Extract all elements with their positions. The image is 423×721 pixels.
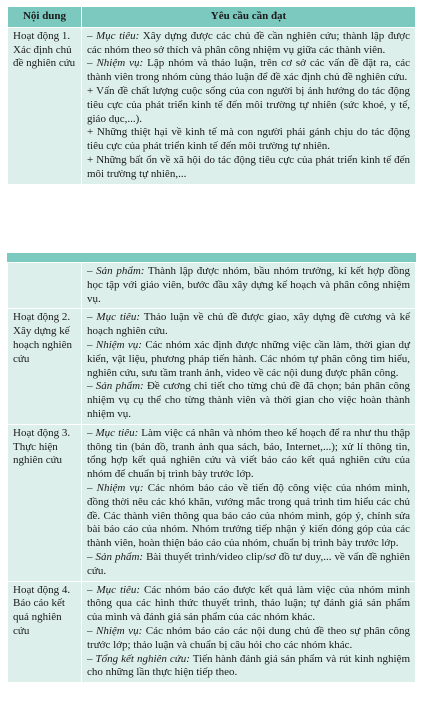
- requirement-paragraph: [87, 427, 410, 482]
- activity-requirements: [82, 309, 416, 424]
- requirement-label: – Nhiệm vụ:: [87, 338, 142, 351]
- requirement-paragraph: [87, 584, 410, 625]
- requirement-label: – Mục tiêu:: [87, 311, 141, 324]
- activity-requirements: [82, 27, 416, 184]
- requirement-label: – Nhiệm vụ:: [87, 57, 144, 70]
- requirement-label: – Nhiệm vụ:: [87, 481, 144, 494]
- requirement-text: Bài thuyết trình/video clip/sơ đồ tư duy,... về vấn đề nghiên cứu.: [87, 550, 410, 577]
- header-requirements: Yêu cầu cần đạt: [82, 7, 416, 28]
- requirement-paragraph: [87, 653, 410, 681]
- requirement-text: + Vấn đề chất lượng cuộc sống của con người bị ảnh hưởng do tác động tiêu cực của phát triển kinh tế đến môi trường tự nhiên (sức khoẻ, y tế, giáo dục,...).: [87, 84, 410, 125]
- requirement-text: Thành lập được nhóm, bầu nhóm trưởng, kí kết hợp đồng học tập với giáo viên, bước đầu xây dựng kế hoạch và phân công nhiệm vụ.: [87, 265, 411, 305]
- table-row: [8, 309, 416, 424]
- activity-name: [8, 263, 82, 309]
- requirement-paragraph: [87, 154, 410, 182]
- requirement-label: – Mục tiêu:: [87, 29, 140, 42]
- requirement-paragraph: [87, 30, 410, 58]
- requirements-table-part-1: [7, 6, 416, 185]
- header-content: Nội dung: [8, 7, 82, 28]
- requirement-text: Tiến hành đánh giá sản phẩm và rút kinh nghiệm cho những lần thực hiện tiếp theo.: [87, 652, 411, 679]
- activity-requirements: [82, 581, 416, 683]
- requirement-paragraph: [87, 482, 410, 551]
- table-row: [8, 263, 416, 309]
- activity-requirements: [82, 424, 416, 581]
- requirement-text: + Những thiệt hại về kinh tế mà con người phải gánh chịu do tác động tiêu cực của phát triển kinh tế đến môi trường tự nhiên.: [87, 126, 410, 153]
- table-row: [8, 27, 416, 184]
- requirements-table-part-2: [7, 262, 416, 683]
- activity-name: Hoạt động 2. Xây dựng kế hoạch nghiên cứu: [8, 309, 82, 424]
- requirement-paragraph: [87, 57, 410, 85]
- requirement-paragraph: [87, 339, 410, 380]
- activity-name: Hoạt động 3. Thực hiện nghiên cứu: [8, 424, 82, 581]
- activity-requirements: [82, 263, 416, 309]
- requirement-text: Đề cương chi tiết cho từng chủ đề đã chọn; bản phân công nhiệm vụ cụ thể cho từng thành viên và thời gian cho việc hoàn thành nhiệm vụ.: [87, 380, 411, 420]
- requirement-paragraph: [87, 126, 410, 154]
- requirement-paragraph: [87, 85, 410, 126]
- activity-name: Hoạt động 4. Báo cáo kết quả nghiên cứu: [8, 581, 82, 683]
- table-row: [8, 424, 416, 581]
- requirement-text: + Những bất ổn về xã hội do tác động tiêu cực của phát triển kinh tế đến môi trường tự nhiên,...: [87, 153, 410, 180]
- requirement-text: Thảo luận về chủ đề được giao, xây dựng đề cương và kế hoạch nghiên cứu.: [87, 311, 410, 338]
- requirement-paragraph: [87, 551, 410, 579]
- requirement-text: Làm việc cá nhân và nhóm theo kế hoạch để ra như thu thập thông tin (bản đồ, tranh ảnh qua sách, báo, Internet,...); xử lí thông tin, tổng hợp kết quả nghiên cứu và viết báo cáo kết quả nghiên cứu của nhóm để chuẩn bị trình bày trước lớp.: [87, 426, 410, 481]
- requirement-text: Các nhóm báo cáo các nội dung chủ đề theo sự phân công trước lớp; thảo luận và chuẩn bị câu hỏi cho các nhóm khác.: [87, 624, 411, 651]
- requirement-label: – Tổng kết nghiên cứu:: [87, 652, 190, 665]
- requirement-text: Các nhóm báo cáo về tiến độ công việc của nhóm mình, đồng thời nêu các khó khăn, vướng mắc trong quá trình tìm hiểu các chủ đề. Các thành viên thông qua báo cáo của nhóm mình, góp ý, chỉnh sửa bài báo cáo của nhóm. Nhóm trưởng tiếp nhận ý kiến đóng góp của các thành viên, hoàn thiện báo cáo của nhóm, chuẩn bị trình bày trước lớp.: [87, 481, 410, 550]
- activity-name: Hoạt động 1. Xác định chủ đề nghiên cứu: [8, 27, 82, 184]
- requirement-text: Các nhóm xác định được những việc cần làm, thời gian dự kiến, vật liệu, phương pháp tiến hành. Các nhóm tự phân công tìm hiểu, nghiên cứu, sưu tầm tranh ảnh, video về các nội dung được phân công.: [87, 338, 411, 379]
- requirement-text: Các nhóm báo cáo được kết quả làm việc của nhóm mình thông qua các hình thức thuyết trình, thảo luận; tự đánh giá sản phẩm của mình và đánh giá sản phẩm của các nhóm khác.: [87, 583, 411, 624]
- requirement-paragraph: [87, 311, 410, 339]
- requirement-paragraph: [87, 265, 410, 306]
- requirement-label: – Nhiệm vụ:: [87, 624, 143, 637]
- requirement-label: – Mục tiêu:: [87, 426, 139, 439]
- requirement-paragraph: [87, 380, 410, 421]
- table-header-row: [8, 7, 416, 28]
- requirement-text: Lập nhóm và thảo luận, trên cơ sở các vấn đề đặt ra, các thành viên trong nhóm cùng thảo luận để đề xác định chủ đề nghiên cứu.: [87, 57, 410, 84]
- requirement-text: Xây dựng được các chủ đề cần nghiên cứu; thành lập được các nhóm theo sở thích và phân công nhiệm vụ giữa các thành viên.: [87, 29, 410, 56]
- table-row: [8, 581, 416, 683]
- requirement-label: – Sản phẩm:: [87, 265, 145, 277]
- requirement-label: – Sản phẩm:: [87, 380, 144, 393]
- requirement-paragraph: [87, 625, 410, 653]
- requirement-label: – Mục tiêu:: [87, 583, 141, 596]
- requirement-label: – Sản phẩm:: [87, 550, 144, 563]
